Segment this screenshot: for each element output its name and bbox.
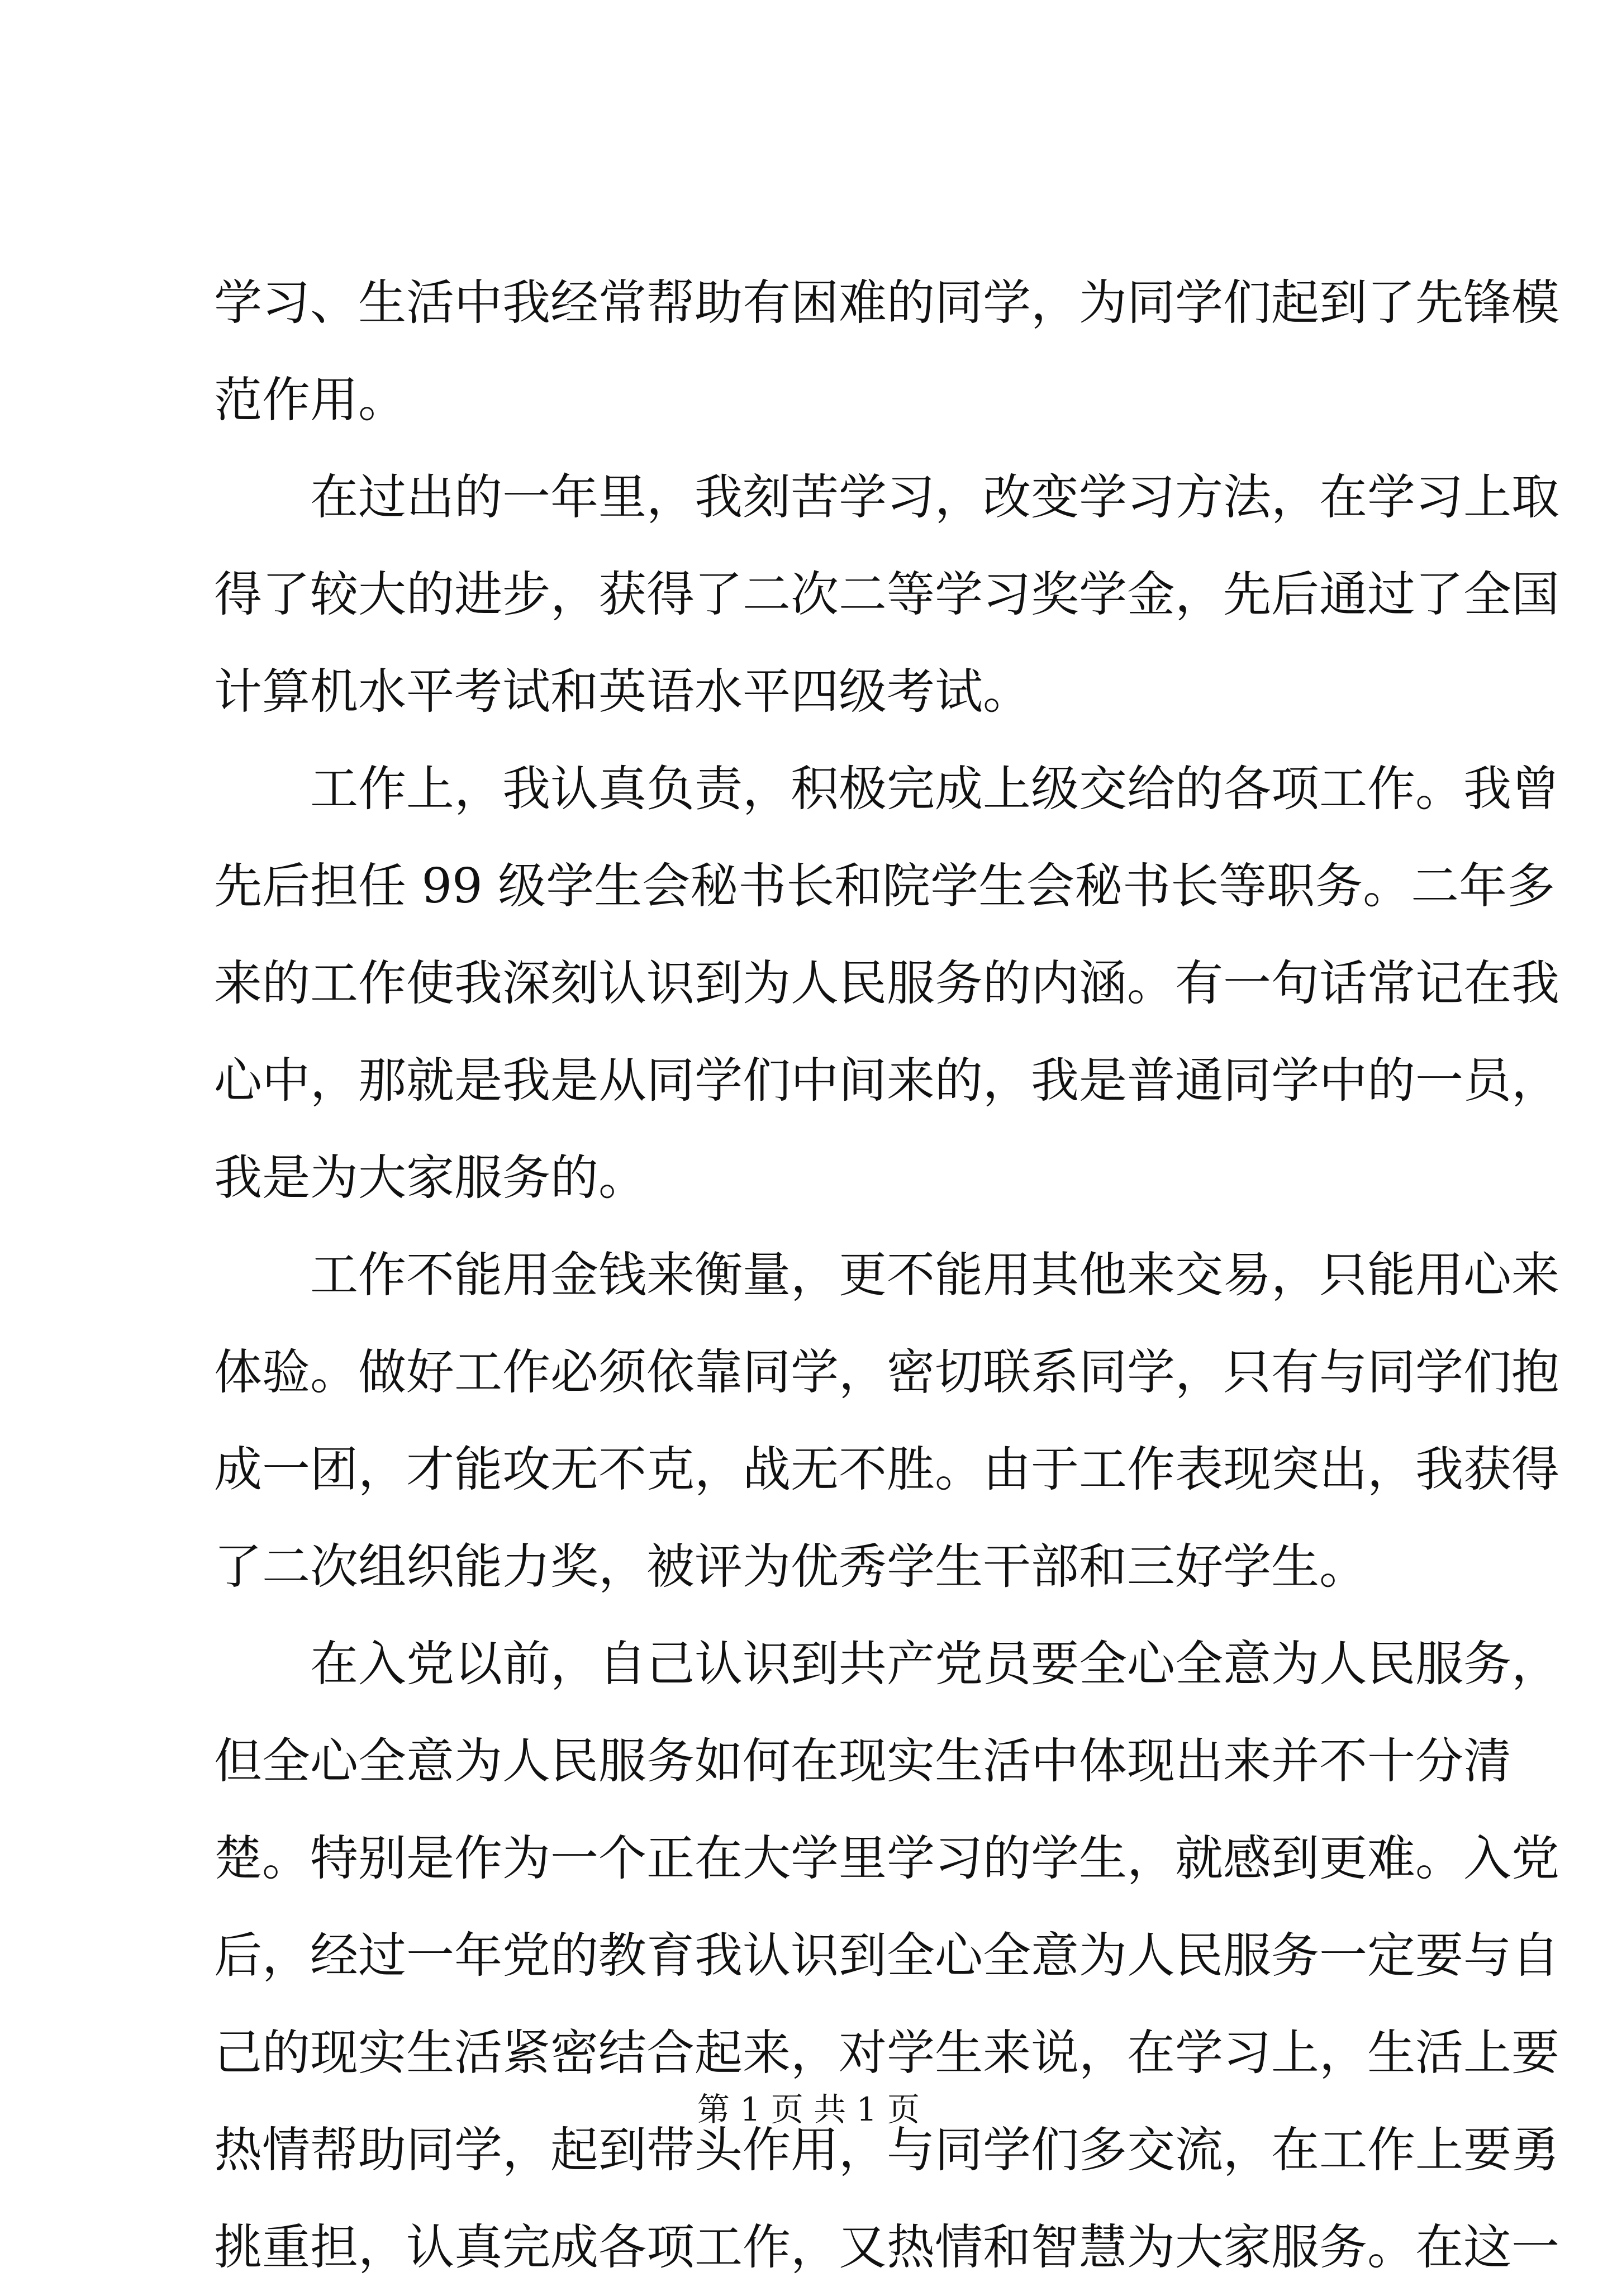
text-line: 来的工作使我深刻认识到为人民服务的内涵。有一句话常记在我: [214, 956, 1559, 1011]
text-line: 热情帮助同学，起到带头作用，与同学们多交流，在工作上要勇: [214, 2122, 1559, 2178]
text-line: 挑重担，认真完成各项工作，又热情和智慧为大家服务。在这一: [214, 2219, 1559, 2275]
paragraph-first-line: 在入党以前，自己认识到共产党员要全心全意为人民服务，: [310, 1636, 1559, 1692]
text-line: 学习、生活中我经常帮助有困难的同学，为同学们起到了先锋模: [214, 275, 1559, 331]
text-line: 得了较大的进步，获得了二次二等学习奖学金，先后通过了全国: [214, 567, 1559, 622]
text-line: 楚。特别是作为一个正在大学里学习的学生，就感到更难。入党: [214, 1831, 1559, 1886]
text-line: 计算机水平考试和英语水平四级考试。: [214, 664, 1031, 720]
text-line: 己的现实生活紧密结合起来，对学生来说，在学习上，生活上要: [214, 2025, 1559, 2081]
text-line: 成一团，才能攻无不克，战无不胜。由于工作表现突出，我获得: [214, 1442, 1559, 1498]
text-line: 体验。做好工作必须依靠同学，密切联系同学，只有与同学们抱: [214, 1344, 1559, 1400]
paragraph-first-line: 工作上，我认真负责，积极完成上级交给的各项工作。我曾: [310, 761, 1559, 817]
text-line: 心中，那就是我是从同学们中间来的，我是普通同学中的一员，: [214, 1053, 1559, 1109]
text-line: 了二次组织能力奖，被评为优秀学生干部和三好学生。: [214, 1539, 1367, 1595]
paragraph-first-line: 工作不能用金钱来衡量，更不能用其他来交易，只能用心来: [310, 1247, 1559, 1303]
text-line: 但全心全意为人民服务如何在现实生活中体现出来并不十分清: [214, 1733, 1511, 1789]
text-line: 后，经过一年党的教育我认识到全心全意为人民服务一定要与自: [214, 1928, 1559, 1984]
document-body: [214, 254, 1559, 2296]
text-line: 范作用。: [214, 372, 406, 428]
paragraph-first-line: 在过出的一年里，我刻苦学习，改变学习方法，在学习上取: [310, 469, 1559, 525]
page-number-footer: 第 1 页 共 1 页: [697, 2090, 920, 2128]
text-line: 先后担任 99 级学生会秘书长和院学生会秘书长等职务。二年多: [214, 858, 1556, 914]
text-line: 我是为大家服务的。: [214, 1150, 646, 1206]
